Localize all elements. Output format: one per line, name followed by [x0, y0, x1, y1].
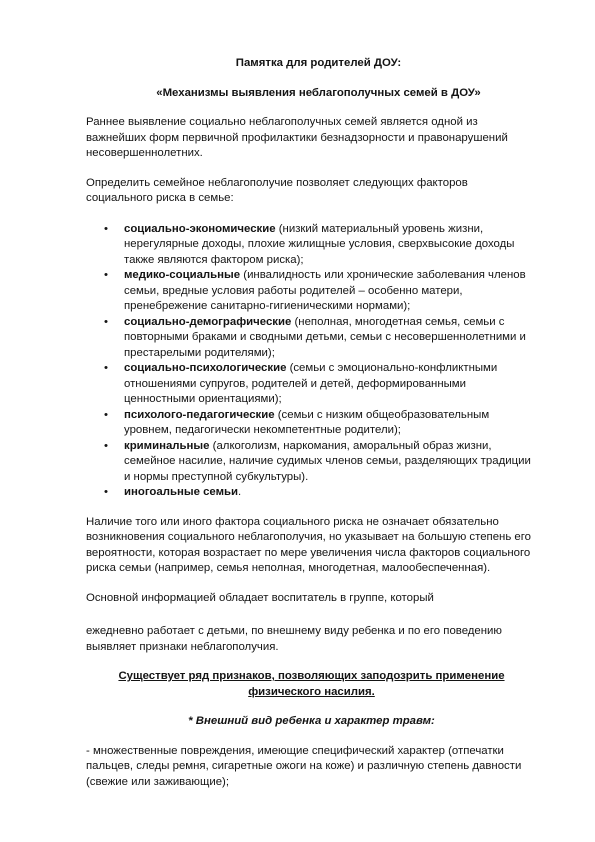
list-item [104, 439, 537, 486]
list-item [104, 485, 537, 501]
factor-description: (алкоголизм, наркомания, аморальный образ жизни, семейное насилие, наличие судимых членов семьи, разделяющих традиции и нормы преступной субкультуры). [124, 439, 531, 483]
factor-description: (инвалидность или хронические заболевания членов семьи, вредные условия работы родителей – особенно матери, пренебрежение санитарно-гигиеническими нормами); [124, 269, 526, 312]
violence-signs-heading: Существует ряд признаков, позволяющих заподозрить применение физического насилия. [118, 670, 505, 698]
list-item [104, 361, 537, 408]
daily-paragraph: ежедневно работает с детьми, по внешнему виду ребенка и по его поведению выявляет признаки неблагополучия. [86, 625, 502, 653]
bullet-icon: • [104, 486, 108, 498]
factor-description: (семьи с низким общеобразовательным уровнем, педагогически некомпетентные родители); [124, 408, 490, 436]
factor-description: (низкий материальный уровень жизни, нерегулярные доходы, плохие жилищные условия, сверхвысокие доходы также являются фактором риска); [124, 222, 515, 266]
factor-term: психолого-педагогические [124, 408, 275, 421]
factor-description: (неполная, многодетная семья, семьи с повторными браками и сводными детьми, семьи с несовершеннолетними и престарелыми родителями); [124, 315, 526, 359]
factor-term: криминальные [124, 439, 210, 452]
factors-intro-paragraph: Определить семейное неблагополучие позволяет следующих факторов социального риска в семье: [86, 176, 468, 204]
factor-term: медико-социальные [124, 269, 241, 281]
bullet-icon: • [104, 222, 108, 235]
risk-factors-list [86, 222, 537, 501]
bullet-icon: • [104, 408, 108, 421]
educator-paragraph: Основной информацией обладает воспитатель в группе, который [86, 591, 434, 604]
list-item [104, 222, 537, 269]
bullet-icon: • [104, 315, 108, 328]
factor-description: . [238, 486, 242, 498]
list-item [104, 408, 537, 439]
list-item [104, 315, 537, 362]
bullet-icon: • [104, 362, 108, 374]
memo-subtitle: «Механизмы выявления неблагополучных семей в ДОУ» [156, 86, 481, 99]
intro-paragraph: Раннее выявление социально неблагополучных семей является одной из важнейших форм первичной профилактики безнадзорности и правонарушений несовершеннолетних. [86, 116, 508, 159]
list-item [104, 268, 537, 315]
factor-term: иногоальные семьи [124, 486, 239, 498]
memo-title: Памятка для родителей ДОУ: [235, 57, 402, 69]
appearance-subheading: * Внешний вид ребенка и характер травм: [188, 715, 435, 727]
factor-term: социально-экономические [124, 222, 276, 235]
bullet-icon: • [104, 439, 108, 452]
injuries-paragraph: - множественные повреждения, имеющие специфический характер (отпечатки пальцев, следы ремня, сигаретные ожоги на коже) и различную степень давности (свежие или заживающие); [86, 744, 522, 788]
bullet-icon: • [104, 269, 108, 281]
factor-term: социально-психологические [124, 362, 287, 374]
factor-term: социально-демографические [124, 315, 292, 328]
risk-paragraph: Наличие того или иного фактора социального риска не означает обязательно возникновения социального неблагополучия, но указывает на большую степень его вероятности, которая возрастает по мере увеличения числа факторов социального риска семьи (например, семья неполная, многодетная, малообеспеченная). [86, 515, 532, 574]
factor-description: (семьи с эмоционально-конфликтными отношениями супругов, родителей и детей, деформированными ценностными ориентациями); [124, 362, 498, 405]
